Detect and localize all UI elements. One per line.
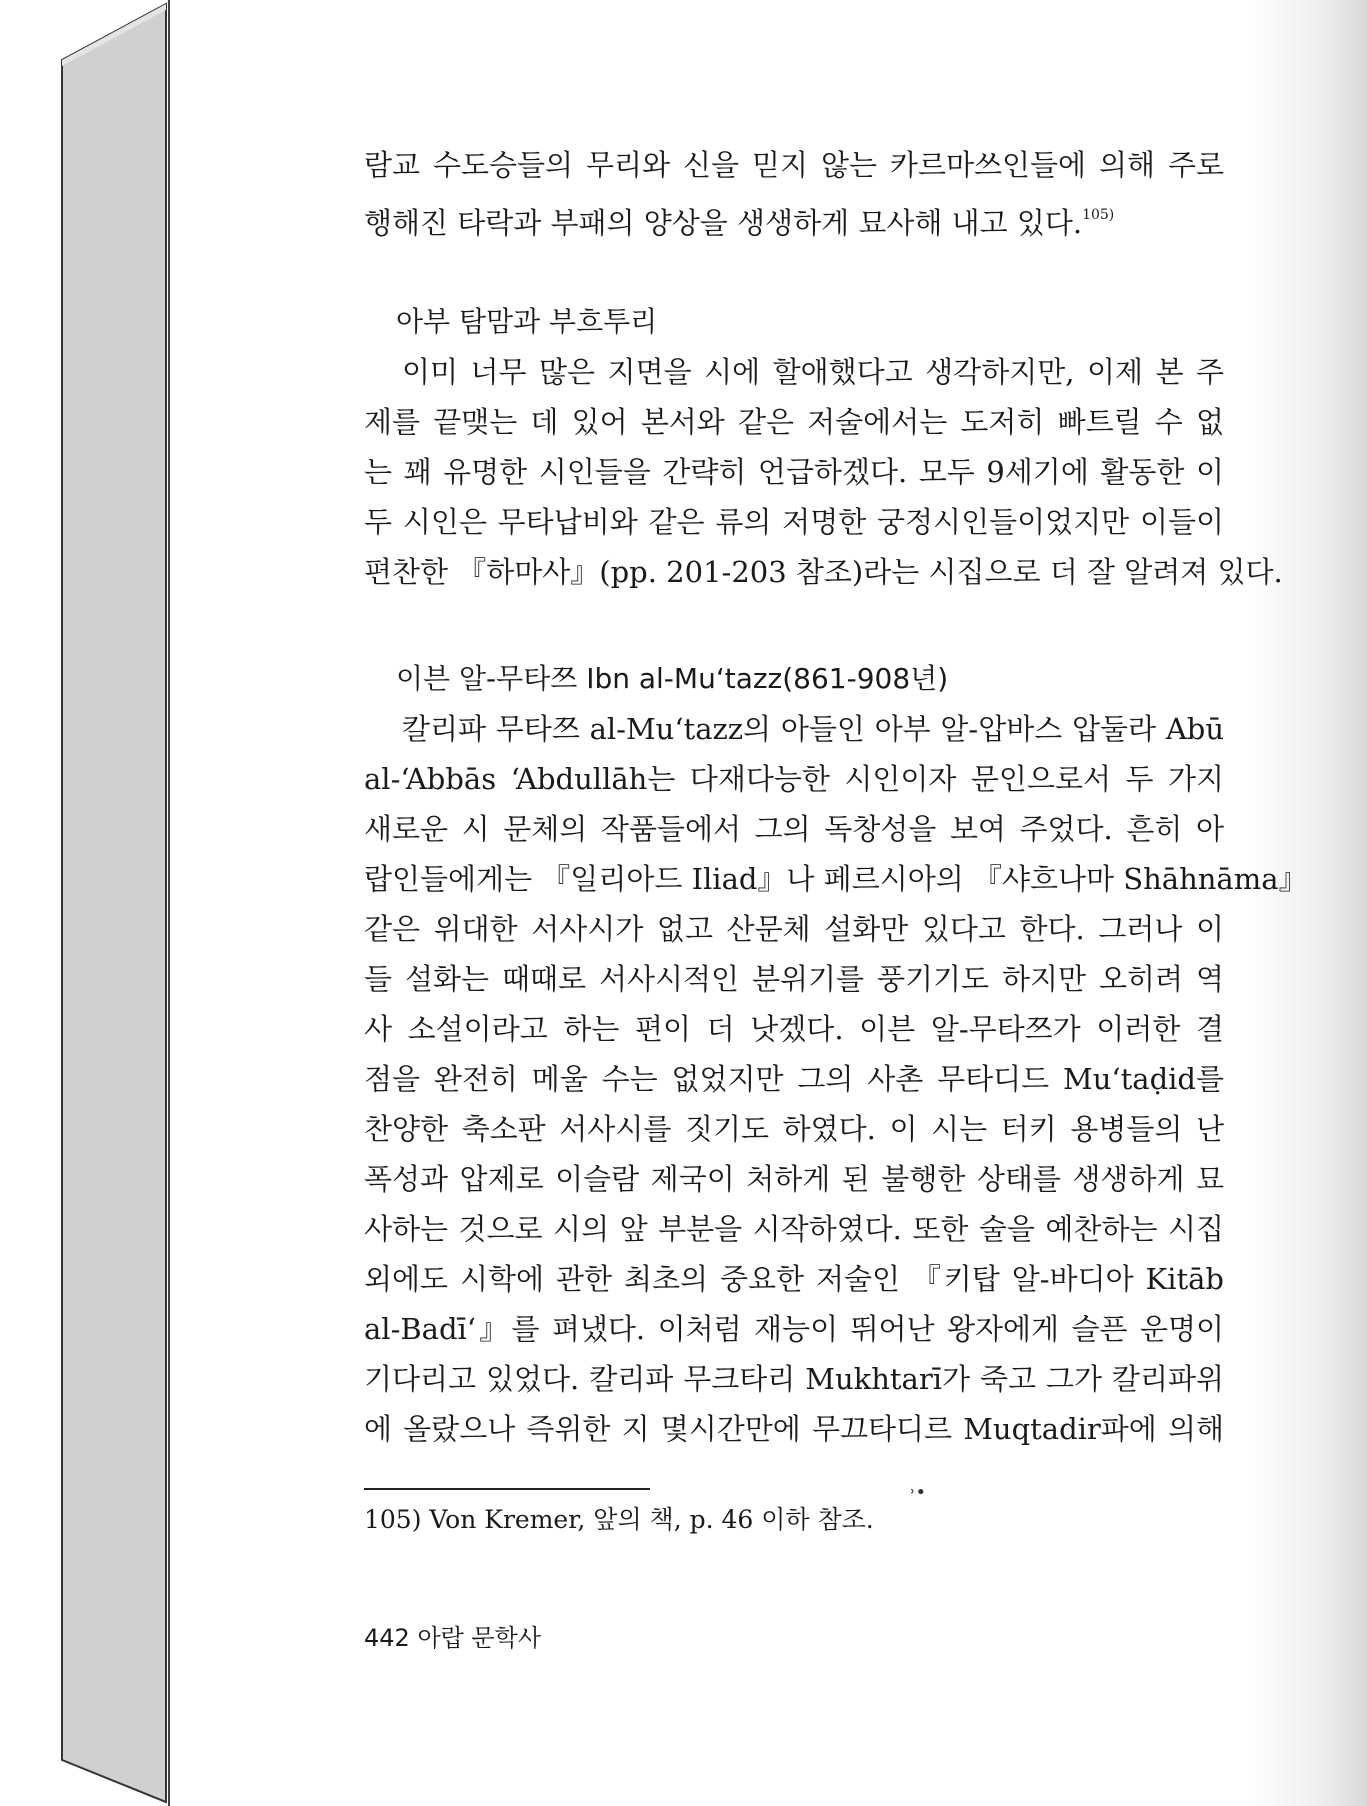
text-line: 기다리고 있었다. 칼리파 무크타리 Mukhtarī가 죽고 그가 칼리파위 — [364, 1362, 1224, 1396]
stray-marks: ˒• — [910, 1482, 927, 1503]
footnote-rule — [364, 1488, 650, 1490]
footnote-ref[interactable]: 105) — [1082, 207, 1115, 223]
text-line: 이미 너무 많은 지면을 시에 할애했다고 생각하지만, 이제 본 주 — [402, 355, 1224, 389]
page-number: 442 아랍 문학사 — [364, 1624, 541, 1652]
text-line: 같은 위대한 서사시가 없고 산문체 설화만 있다고 한다. 그러나 이 — [364, 912, 1224, 946]
text-line: 는 꽤 유명한 시인들을 간략히 언급하겠다. 모두 9세기에 활동한 이 — [364, 455, 1224, 489]
paragraph-3 — [364, 704, 1308, 1454]
text-line: 새로운 시 문체의 작품들에서 그의 독창성을 보여 주었다. 흔히 아 — [364, 812, 1224, 846]
text-line: 폭성과 압제로 이슬람 제국이 처하게 된 불행한 상태를 생생하게 묘 — [364, 1162, 1224, 1196]
page-body — [364, 140, 1308, 1454]
text-line: 제를 끝맺는 데 있어 본서와 같은 저술에서는 도저히 빠트릴 수 없 — [364, 405, 1224, 439]
paragraph-2 — [364, 347, 1283, 597]
text-line: 행해진 타락과 부패의 양상을 생생하게 묘사해 내고 있다.$^{105)}$ — [364, 206, 1115, 240]
text-line: 에 올랐으나 즉위한 지 몇시간만에 무끄타디르 Muqtadir파에 의해 — [364, 1412, 1224, 1446]
text-line: 두 시인은 무타납비와 같은 류의 저명한 궁정시인들이었지만 이들이 — [364, 505, 1224, 539]
text-line: 사하는 것으로 시의 앞 부분을 시작하였다. 또한 술을 예찬하는 시집 — [364, 1212, 1224, 1246]
text-line: 외에도 시학에 관한 최초의 중요한 저술인 『키탑 알-바디아 Kitāb — [364, 1262, 1224, 1296]
text-line: 랍인들에게는 『일리아드 Iliad』나 페르시아의 『샤흐나마 Shāhnāma』 — [364, 862, 1308, 896]
text-line: 사 소설이라고 하는 편이 더 낫겠다. 이븐 알-무타쯔가 이러한 결 — [364, 1012, 1224, 1046]
section-heading: 아부 탐맘과 부흐투리 — [396, 305, 658, 338]
text-line: 람교 수도승들의 무리와 신을 믿지 않는 카르마쓰인들에 의해 주로 — [364, 148, 1224, 182]
text-line: 편찬한 『하마사』(pp. 201-203 참조)라는 시집으로 더 잘 알려져 있다. — [364, 555, 1283, 589]
text-line: al-Badī‘』를 펴냈다. 이처럼 재능이 뛰어난 왕자에게 슬픈 운명이 — [364, 1312, 1224, 1346]
text-line: 점을 완전히 메울 수는 없었지만 그의 사촌 무타디드 Mu‘taḍid를 — [364, 1062, 1224, 1096]
text-line: al-‘Abbās ‘Abdullāh는 다재다능한 시인이자 문인으로서 두 가지 — [364, 762, 1224, 796]
section-heading: 이븐 알-무타쯔 Ibn al-Mu‘tazz(861-908년) — [396, 662, 949, 695]
text-line: 칼리파 무타쯔 al-Mu‘tazz의 아들인 아부 알-압바스 압둘라 Abū — [402, 712, 1224, 746]
paragraph-1 — [364, 140, 1224, 240]
book-spine — [0, 0, 172, 1806]
text-line: 찬양한 축소판 서사시를 짓기도 하였다. 이 시는 터키 용병들의 난 — [364, 1112, 1224, 1146]
footnote: 105) Von Kremer, 앞의 책, p. 46 이하 참조. — [364, 1505, 874, 1534]
text-line: 들 설화는 때때로 서사시적인 분위기를 풍기기도 하지만 오히려 역 — [364, 962, 1224, 996]
